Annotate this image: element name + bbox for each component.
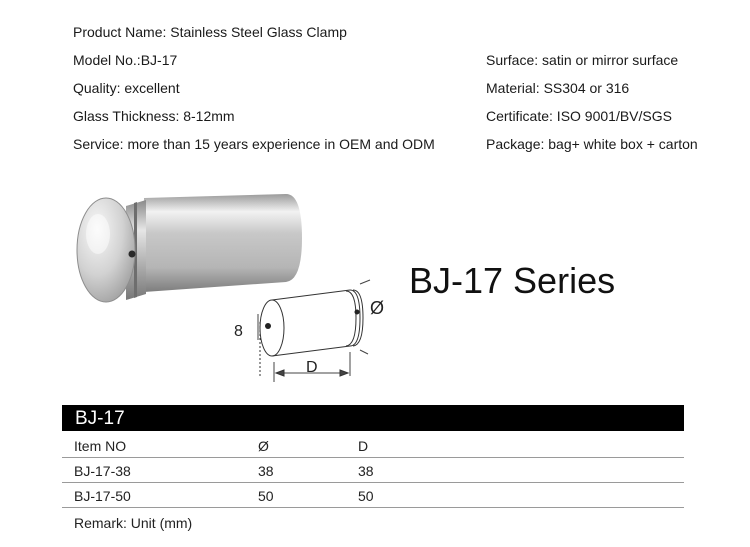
package: Package: bag+ white box + carton xyxy=(486,136,698,152)
quality: Quality: excellent xyxy=(73,80,180,96)
surface: Surface: satin or mirror surface xyxy=(486,52,679,68)
set-screw-icon xyxy=(129,251,136,258)
service: Service: more than 15 years experience in OEM and ODM xyxy=(73,136,435,152)
glass-thickness: Glass Thickness: 8-12mm xyxy=(73,108,235,124)
table-title: BJ-17 xyxy=(75,408,125,429)
series-title: BJ-17 Series xyxy=(409,260,616,301)
cell-item-no: BJ-17-50 xyxy=(74,488,131,504)
certificate: Certificate: ISO 9001/BV/SGS xyxy=(486,108,672,124)
header-length: D xyxy=(358,438,369,454)
dim-thickness-label: 8 xyxy=(234,323,243,340)
model-no: Model No.:BJ-17 xyxy=(73,52,178,68)
technical-drawing xyxy=(232,278,398,382)
cell-diameter: 50 xyxy=(258,488,274,504)
product-name: Product Name: Stainless Steel Glass Clamp xyxy=(73,24,347,40)
drawing-screw-hole xyxy=(265,323,271,329)
dim-diameter-label: Ø xyxy=(370,298,385,318)
material: Material: SS304 or 316 xyxy=(486,80,630,96)
end-cap xyxy=(77,198,135,302)
table-row xyxy=(62,483,684,508)
header-diameter: Ø xyxy=(258,438,269,454)
dim-length-label: D xyxy=(306,359,318,376)
cell-length: 38 xyxy=(358,463,374,479)
table-row xyxy=(62,458,684,483)
cell-item-no: BJ-17-38 xyxy=(74,463,131,479)
cell-length: 50 xyxy=(358,488,374,504)
remark: Remark: Unit (mm) xyxy=(74,515,193,531)
cell-diameter: 38 xyxy=(258,463,274,479)
table-title-bar xyxy=(62,405,684,431)
header-item-no: Item NO xyxy=(74,438,127,454)
table-header-row xyxy=(62,433,684,458)
